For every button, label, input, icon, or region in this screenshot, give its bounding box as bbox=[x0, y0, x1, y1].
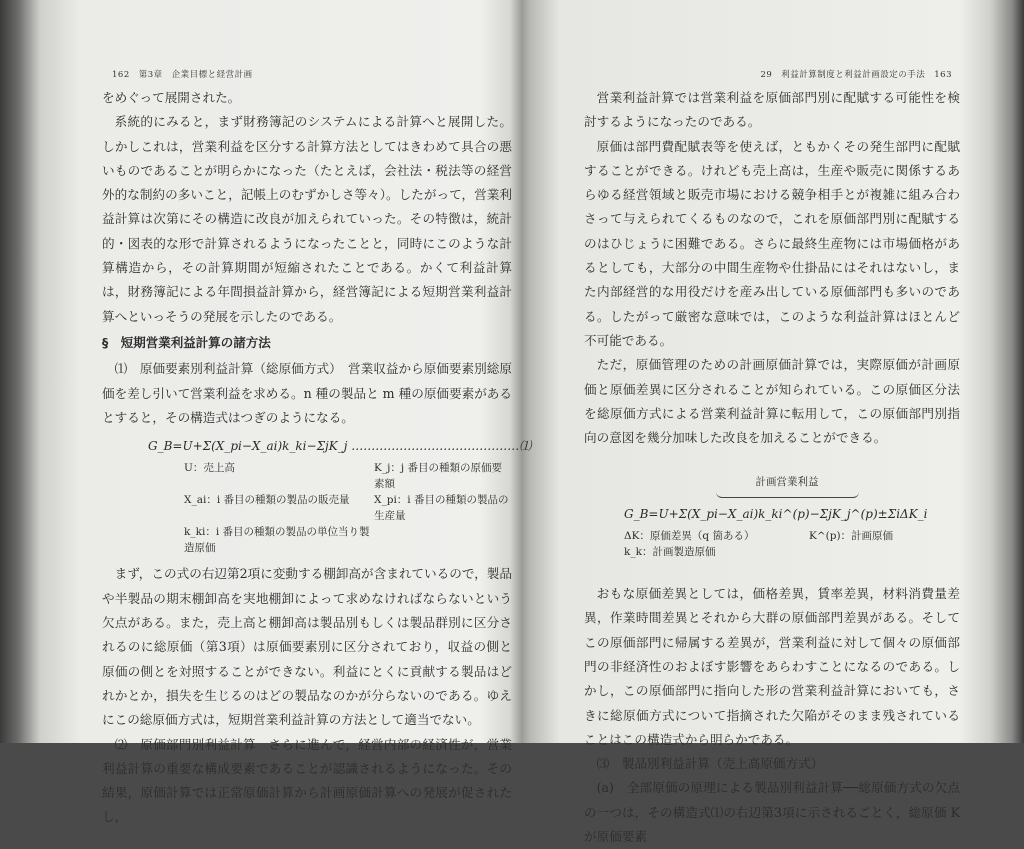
legend-item: X_pi：i 番目の種類の製品の生産量 bbox=[374, 494, 509, 523]
legend-item: X_ai：i 番目の種類の製品の販売量 bbox=[184, 494, 350, 507]
legend-item: ΔK：原価差異（q 箇ある） bbox=[624, 530, 755, 543]
right-paragraph-3: ただ，原価管理のための計画原価計算では，実際原価が計画原価と原価差異に区分されることが知られている。この原価区分法を総原価方式による営業利益計算に転用して，この原価部門別指向の意図を幾分加味した改良を加えることができる。 bbox=[584, 357, 960, 446]
left-page-body bbox=[102, 86, 532, 830]
legend-item bbox=[374, 524, 512, 556]
formula-2-legend bbox=[584, 528, 960, 560]
right-paragraph-2: 原価は部門費配賦表等を使えば，ともかくその発生部門に配賦することができる。けれども売上高は，生産や販売に関係するあらゆる経営領域と販売市場における競争相手とが複雑に組み合わさって与えられてくるものなので，これを原価部門別に配賦するのはひじょうに困難である。さらに最終生産物には市場価格があるとしても，大部分の中間生産物や仕掛品にはそれはないし，また内部経営的な用役だけを産み出している原価部門も多いのである。したがって厳密な意味では，このような利益計算はほとんど不可能である。 bbox=[584, 138, 960, 348]
formula-2: G_B=U+Σ(X_pi−X_ai)k_ki^(p)−ΣjK_j^(p)±ΣiΔK_i bbox=[624, 506, 928, 521]
left-paragraph-3: ⑴ 原価要素別利益計算（総原価方式） 営業収益から原価要素別総原価を差し引いて営業利益を求める。n 種の製品と m 種の原価要素があるとすると，その構造式はつぎのようになる。 bbox=[102, 361, 512, 425]
right-paragraph-4: おもな原価差異としては，価格差異，賃率差異，材料消費量差異，作業時間差異とそれから大群の原価部門差異がある。そしてこの原価部門に帰属する差異が，営業利益に対して個々の原価部門の非経済性のおよぼす影響をあらわすことになるのである。しかし，この原価部門に指向した形の営業利益計算においても，さきに総原価方式について指摘された欠陥がそのまま残されていることはこの構造式から明らかである。 bbox=[584, 586, 960, 747]
right-paragraph-6: (a) 全部原価の原理による製品別利益計算──総原価方式の欠点の一つは，その構造式⑴の右辺第3項に示されるごとく，総原価 K が原価要素 bbox=[584, 780, 960, 845]
legend-item: K^(p)：計画原価 bbox=[809, 530, 894, 543]
legend-item bbox=[809, 544, 960, 560]
legend-item: K_j：j 番目の種類の原価要素額 bbox=[374, 462, 502, 491]
right-paragraph-5: ⑶ 製品別利益計算（売上高原価方式） bbox=[596, 756, 824, 772]
left-running-header: 162 第3章 企業目標と経営計画 bbox=[112, 70, 253, 80]
left-paragraph-4: まず，この式の右辺第2項に変動する棚卸高が含まれているので，製品や半製品の期末棚卸高を実地棚卸によって求めなければならないという欠点がある。また，売上高と棚卸高は製品別もしくは製品群別に区分されるのに総原価（第3項）は原価要素別に区分されており，収益の側と原価の側とを対照することができない。利益にとくに貢献する製品はどれかとか，損失を生じるのはどの製品なのかが分らないのである。ゆえにこの総原価方式は，短期営業利益計算の方法として適当でない。 bbox=[102, 566, 512, 728]
right-running-header: 29 利益計算制度と利益計画設定の手法 163 bbox=[760, 70, 952, 80]
right-page bbox=[530, 0, 1000, 845]
formula-1: G_B=U+Σ(X_pi−X_ai)k_ki−ΣjK_j ……………………………………⑴ bbox=[148, 439, 532, 454]
legend-item: k_ki：i 番目の種類の製品の単位当り製造原価 bbox=[184, 526, 370, 555]
formula-1-legend bbox=[102, 460, 512, 556]
section-heading: § 短期営業利益計算の諸方法 bbox=[102, 334, 271, 350]
right-paragraph-1: 営業利益計算では営業利益を原価部門別に配賦する可能性を検討するようになったのである。 bbox=[584, 90, 960, 130]
left-paragraph-1: をめぐって展開された。 bbox=[102, 90, 241, 105]
brace-label: 計画営業利益 bbox=[584, 470, 960, 497]
legend-item: U：売上高 bbox=[184, 462, 235, 475]
legend-item: k_k：計画製造原価 bbox=[624, 546, 716, 559]
left-paragraph-2: 系統的にみると，まず財務簿記のシステムによる計算へと展開した。しかしこれは，営業利益を区分する計算方法としてはきわめて具合の悪いものであることが明らかになった（たとえば，会社法・税法等の経営外的な制約の多いこと，記帳上のむずかしさ等々）。したがって，営業利益計算は次第にその構造に改良が加えられていった。その特徴は，統計的・図表的な形で計算されるようになったことと，同時にこのような計算構造から，その計算期間が短縮されたことである。かくて利益計算は，財務簿記による年間損益計算から，経営簿記による短期営業利益計算へといっそうの発展を示したのである。 bbox=[102, 114, 512, 324]
right-page-body bbox=[584, 86, 960, 849]
left-paragraph-5: ⑵ 原価部門別利益計算 さらに進んで，経営内部の経済性が，営業利益計算の重要な構成要素であることが認識されるようになった。その結果，原価計算では正常原価計算から計画原価計算への発展が促されたし， bbox=[102, 736, 512, 825]
left-page bbox=[40, 0, 532, 825]
